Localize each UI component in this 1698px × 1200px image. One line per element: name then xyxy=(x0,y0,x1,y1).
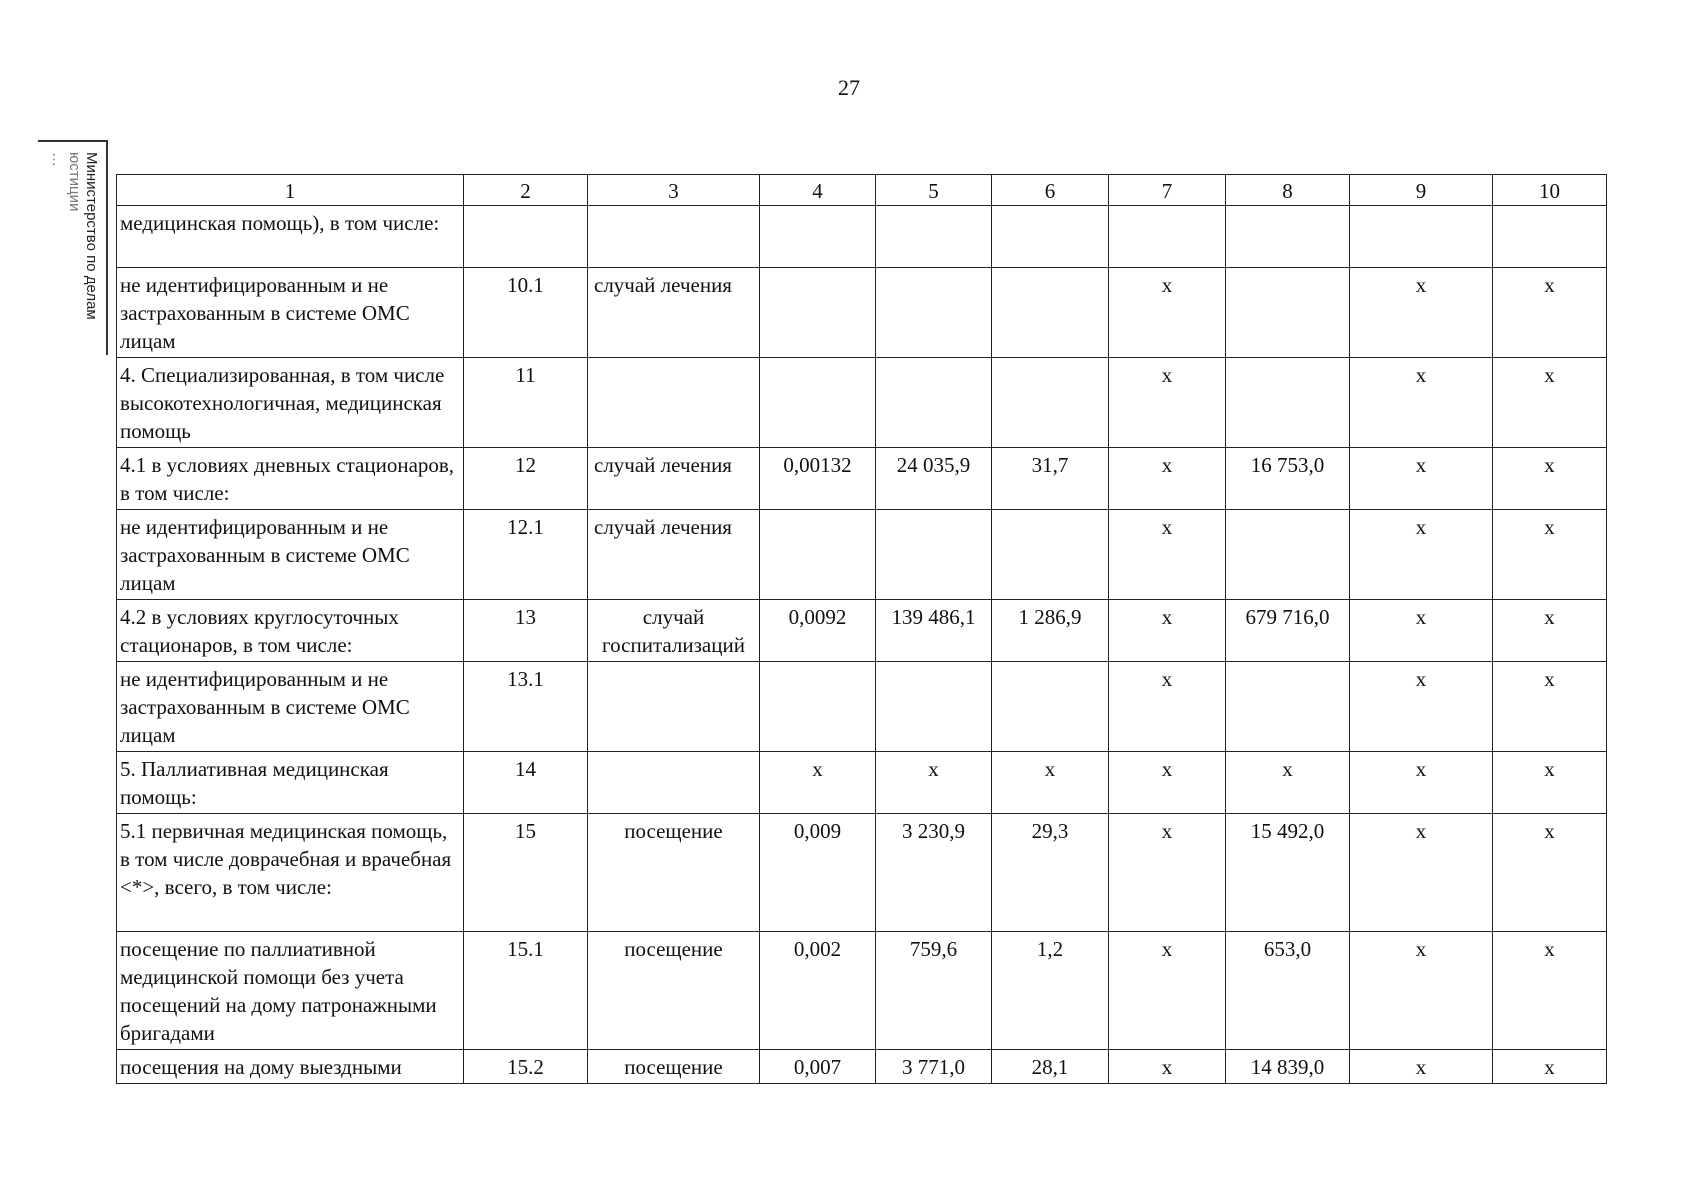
cell-value-col-7: х xyxy=(1109,814,1226,932)
cell-value-col-8 xyxy=(1226,662,1350,752)
cell-line-number xyxy=(464,206,588,268)
cell-value-col-8: 15 492,0 xyxy=(1226,814,1350,932)
cell-value-col-10 xyxy=(1493,206,1607,268)
cell-value-col-8: х xyxy=(1226,752,1350,814)
cell-line-number: 11 xyxy=(464,358,588,448)
cell-value-col-6 xyxy=(992,358,1109,448)
table-row xyxy=(117,600,1607,662)
column-header: 9 xyxy=(1350,175,1493,206)
cell-value-col-4: 0,007 xyxy=(760,1050,876,1084)
stamp-line-3: … xyxy=(49,152,66,167)
page-number: 27 xyxy=(838,75,860,100)
cell-value-col-10: х xyxy=(1493,268,1607,358)
cell-value-col-6: 1,2 xyxy=(992,932,1109,1050)
cell-value-col-4 xyxy=(760,206,876,268)
cell-value-col-6: 28,1 xyxy=(992,1050,1109,1084)
cell-indicator-name: не идентифицированным и не застрахованным в системе ОМС лицам xyxy=(117,662,464,752)
cell-value-col-9: х xyxy=(1350,1050,1493,1084)
cell-indicator-name: посещения на дому выездными xyxy=(117,1050,464,1084)
cell-value-col-7: х xyxy=(1109,752,1226,814)
cell-unit: случай лечения xyxy=(588,268,760,358)
cell-indicator-name: 4. Специализированная, в том числе высокотехнологичная, медицинская помощь xyxy=(117,358,464,448)
stamp-line-2: юстиции xyxy=(66,152,83,212)
cell-value-col-7: х xyxy=(1109,1050,1226,1084)
cell-line-number: 15.2 xyxy=(464,1050,588,1084)
column-header: 2 xyxy=(464,175,588,206)
cell-value-col-9 xyxy=(1350,206,1493,268)
cell-value-col-9: х xyxy=(1350,358,1493,448)
registration-stamp xyxy=(38,140,108,355)
cell-value-col-5: 759,6 xyxy=(876,932,992,1050)
cell-value-col-7: х xyxy=(1109,600,1226,662)
column-header: 6 xyxy=(992,175,1109,206)
cell-value-col-10: х xyxy=(1493,814,1607,932)
cell-value-col-5: х xyxy=(876,752,992,814)
cell-value-col-4: 0,002 xyxy=(760,932,876,1050)
cell-indicator-name: не идентифицированным и не застрахованным в системе ОМС лицам xyxy=(117,268,464,358)
table-row xyxy=(117,268,1607,358)
cell-value-col-4 xyxy=(760,510,876,600)
cell-value-col-6: 29,3 xyxy=(992,814,1109,932)
column-header: 5 xyxy=(876,175,992,206)
cell-value-col-10: х xyxy=(1493,932,1607,1050)
cell-value-col-4: х xyxy=(760,752,876,814)
cell-unit: посещение xyxy=(588,1050,760,1084)
cell-value-col-7: х xyxy=(1109,358,1226,448)
cell-value-col-9: х xyxy=(1350,510,1493,600)
cell-indicator-name: 4.2 в условиях круглосуточных стационаров, в том числе: xyxy=(117,600,464,662)
cell-value-col-5: 3 771,0 xyxy=(876,1050,992,1084)
cell-value-col-8 xyxy=(1226,358,1350,448)
cell-value-col-7 xyxy=(1109,206,1226,268)
column-header: 3 xyxy=(588,175,760,206)
cell-value-col-5 xyxy=(876,510,992,600)
cell-value-col-9: х xyxy=(1350,932,1493,1050)
cell-indicator-name: 5. Паллиативная медицинская помощь: xyxy=(117,752,464,814)
cell-value-col-8: 14 839,0 xyxy=(1226,1050,1350,1084)
cell-line-number: 12 xyxy=(464,448,588,510)
table-row xyxy=(117,358,1607,448)
cell-value-col-10: х xyxy=(1493,358,1607,448)
cell-unit: посещение xyxy=(588,932,760,1050)
column-header: 10 xyxy=(1493,175,1607,206)
table-row xyxy=(117,510,1607,600)
table-row xyxy=(117,932,1607,1050)
cell-value-col-9: х xyxy=(1350,600,1493,662)
cell-value-col-8 xyxy=(1226,206,1350,268)
cell-value-col-4 xyxy=(760,662,876,752)
table-body xyxy=(117,206,1607,1084)
cell-value-col-9: х xyxy=(1350,814,1493,932)
cell-line-number: 15.1 xyxy=(464,932,588,1050)
cell-unit: случай лечения xyxy=(588,510,760,600)
cell-value-col-6 xyxy=(992,206,1109,268)
cell-value-col-10: х xyxy=(1493,662,1607,752)
stamp-line-1: Министерство по делам xyxy=(83,152,100,320)
cell-line-number: 10.1 xyxy=(464,268,588,358)
cell-value-col-9: х xyxy=(1350,752,1493,814)
table-header-row xyxy=(117,175,1607,206)
cell-indicator-name: не идентифицированным и не застрахованным в системе ОМС лицам xyxy=(117,510,464,600)
cell-unit xyxy=(588,358,760,448)
table-row xyxy=(117,448,1607,510)
cell-indicator-name: 5.1 первичная медицинская помощь, в том числе доврачебная и врачебная <*>, всего, в том числе: xyxy=(117,814,464,932)
cell-value-col-4: 0,00132 xyxy=(760,448,876,510)
cell-value-col-10: х xyxy=(1493,600,1607,662)
cell-value-col-5 xyxy=(876,268,992,358)
cell-value-col-7: х xyxy=(1109,932,1226,1050)
cell-line-number: 13 xyxy=(464,600,588,662)
cell-value-col-5 xyxy=(876,206,992,268)
table-row xyxy=(117,752,1607,814)
cell-value-col-9: х xyxy=(1350,662,1493,752)
table-row xyxy=(117,814,1607,932)
cell-value-col-10: х xyxy=(1493,510,1607,600)
column-header: 7 xyxy=(1109,175,1226,206)
cell-value-col-10: х xyxy=(1493,752,1607,814)
cell-value-col-6: 1 286,9 xyxy=(992,600,1109,662)
cell-value-col-5: 139 486,1 xyxy=(876,600,992,662)
cell-value-col-6 xyxy=(992,268,1109,358)
cell-value-col-5 xyxy=(876,662,992,752)
cell-line-number: 13.1 xyxy=(464,662,588,752)
cell-value-col-7: х xyxy=(1109,662,1226,752)
cell-line-number: 12.1 xyxy=(464,510,588,600)
column-header: 1 xyxy=(117,175,464,206)
cell-value-col-7: х xyxy=(1109,448,1226,510)
cell-indicator-name: посещение по паллиативной медицинской помощи без учета посещений на дому патронажными бригадами xyxy=(117,932,464,1050)
cell-value-col-8: 16 753,0 xyxy=(1226,448,1350,510)
cell-value-col-6 xyxy=(992,662,1109,752)
cell-value-col-8 xyxy=(1226,268,1350,358)
cell-value-col-9: х xyxy=(1350,448,1493,510)
data-table xyxy=(116,174,1607,1084)
cell-line-number: 15 xyxy=(464,814,588,932)
cell-indicator-name: 4.1 в условиях дневных стационаров, в том числе: xyxy=(117,448,464,510)
cell-value-col-5: 3 230,9 xyxy=(876,814,992,932)
cell-value-col-6 xyxy=(992,510,1109,600)
column-header: 4 xyxy=(760,175,876,206)
cell-value-col-8: 679 716,0 xyxy=(1226,600,1350,662)
cell-unit xyxy=(588,752,760,814)
cell-line-number: 14 xyxy=(464,752,588,814)
column-header: 8 xyxy=(1226,175,1350,206)
cell-value-col-9: х xyxy=(1350,268,1493,358)
table-row xyxy=(117,206,1607,268)
table-row xyxy=(117,662,1607,752)
cell-unit: случай госпитализаций xyxy=(588,600,760,662)
cell-unit xyxy=(588,206,760,268)
cell-value-col-8 xyxy=(1226,510,1350,600)
cell-value-col-4 xyxy=(760,358,876,448)
cell-unit: случай лечения xyxy=(588,448,760,510)
cell-value-col-6: 31,7 xyxy=(992,448,1109,510)
cell-value-col-7: х xyxy=(1109,510,1226,600)
cell-value-col-6: х xyxy=(992,752,1109,814)
cell-indicator-name: медицинская помощь), в том числе: xyxy=(117,206,464,268)
cell-value-col-4 xyxy=(760,268,876,358)
cell-value-col-5 xyxy=(876,358,992,448)
cell-value-col-7: х xyxy=(1109,268,1226,358)
stamp-text xyxy=(38,140,108,355)
cell-value-col-10: х xyxy=(1493,448,1607,510)
cell-value-col-4: 0,0092 xyxy=(760,600,876,662)
cell-value-col-5: 24 035,9 xyxy=(876,448,992,510)
cell-unit: посещение xyxy=(588,814,760,932)
cell-value-col-4: 0,009 xyxy=(760,814,876,932)
cell-value-col-8: 653,0 xyxy=(1226,932,1350,1050)
cell-value-col-10: х xyxy=(1493,1050,1607,1084)
table-row xyxy=(117,1050,1607,1084)
cell-unit xyxy=(588,662,760,752)
